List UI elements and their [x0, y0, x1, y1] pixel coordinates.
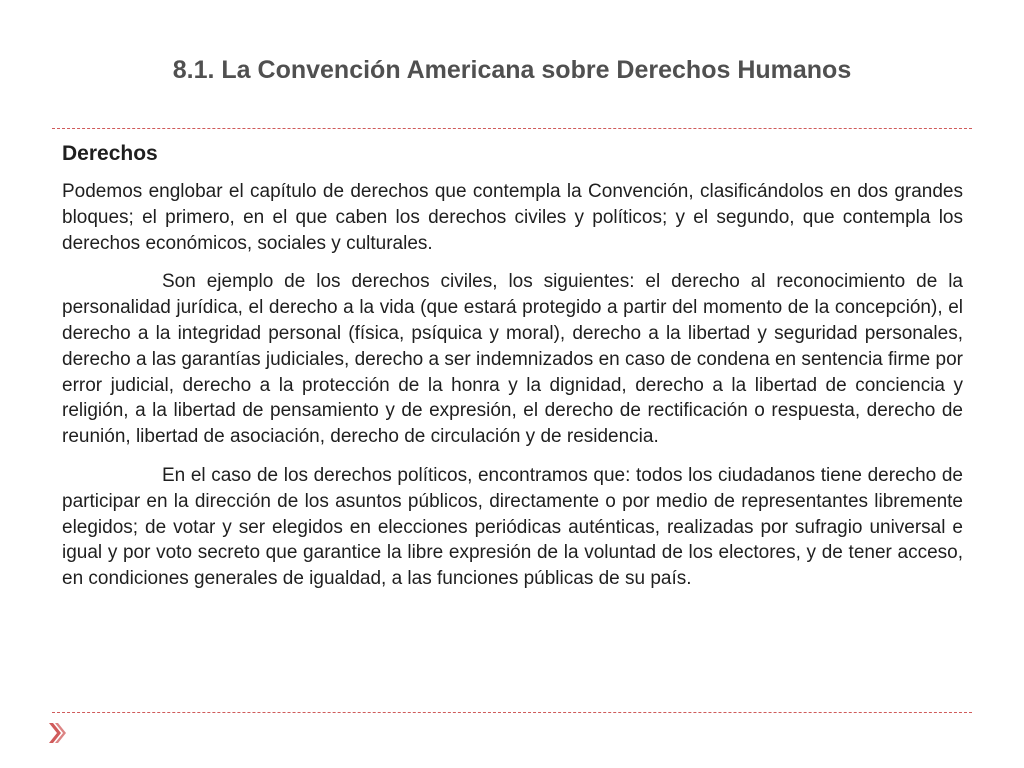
top-divider	[52, 128, 972, 129]
double-chevron-right-icon	[48, 722, 66, 744]
paragraph-intro: Podemos englobar el capítulo de derechos que contempla la Convención, clasificándolos en dos grandes bloques; el primero, en el que caben los derechos civiles y políticos; y el segundo, que contempla los derechos económicos, sociales y culturales.	[62, 181, 963, 254]
paragraph-political-rights: En el caso de los derechos políticos, encontramos que: todos los ciudadanos tiene derecho de participar en la dirección de los asuntos públicos, directamente o por medio de representantes libremente elegidos; de votar y ser elegidos en elecciones periódicas auténticas, realizadas por sufragio universal e igual y por voto secreto que garantice la libre expresión de la voluntad de los electores, y de tener acceso, en condiciones generales de igualdad, a las funciones públicas de su país.	[62, 464, 963, 590]
slide-title: 8.1. La Convención Americana sobre Derechos Humanos	[172, 56, 852, 84]
paragraph-civil-rights: Son ejemplo de los derechos civiles, los siguientes: el derecho al reconocimiento de la personalidad jurídica, el derecho a la vida (que estará protegido a partir del momento de la concepción), el derecho a la integridad personal (física, psíquica y moral), derecho a la libertad y seguridad personales, derecho a las garantías judiciales, derecho a ser indemnizados en caso de condena en sentencia firme por error judicial, derecho a la protección de la honra y la dignidad, derecho a la libertad de conciencia y religión, a la libertad de pensamiento y de expresión, el derecho de rectificación o respuesta, derecho de reunión, libertad de asociación, derecho de circulación y de residencia.	[62, 271, 963, 448]
bottom-divider	[52, 712, 972, 713]
slide-content	[62, 142, 963, 605]
section-heading: Derechos	[62, 142, 158, 165]
